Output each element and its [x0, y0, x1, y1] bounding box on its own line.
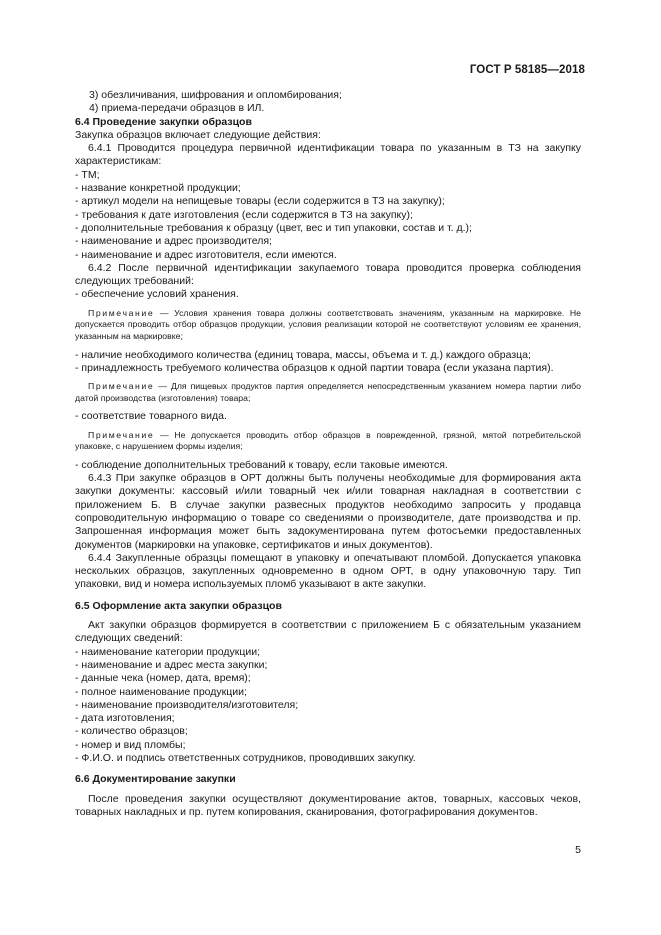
paragraph-6-4-2: 6.4.2 После первичной идентификации закупаемого товара проводится проверка соблюдения следующих требований: — [75, 261, 581, 288]
list-item: - соответствие товарного вида. — [75, 410, 227, 423]
list-item: - наименование производителя/изготовителя; — [75, 698, 299, 711]
note-label: Примечание — [88, 381, 155, 392]
section-6-5-heading: 6.5 Оформление акта закупки образцов — [75, 599, 282, 612]
note-label: Примечание — [88, 307, 155, 318]
list-item: - наличие необходимого количества (единиц товара, массы, объема и т. д.) каждого образца; — [75, 348, 531, 361]
list-item: - дата изготовления; — [75, 712, 175, 725]
list-item: - требования к дате изготовления (если содержится в ТЗ на закупку); — [75, 208, 413, 221]
paragraph-6-4-1: 6.4.1 Проводится процедура первичной идентификации товара по указанным в ТЗ на закупку характеристикам: — [75, 142, 581, 168]
list-item: - данные чека (номер, дата, время); — [75, 672, 251, 685]
list-item: - дополнительные требования к образцу (цвет, вес и тип упаковки, состав и т. д.); — [75, 221, 472, 234]
note-text: — Не допускается проводить отбор образцов в поврежденной, грязной, мятой потребительской упаковке, с нарушением формы изделия; — [75, 429, 581, 452]
top-line-3: 3) обезличивания, шифрования и опломбирования; — [89, 89, 342, 101]
document-header: ГОСТ Р 58185—2018 — [469, 64, 585, 76]
list-item: - Ф.И.О. и подпись ответственных сотрудников, проводивших закупку. — [75, 752, 416, 765]
note-packaging — [75, 430, 581, 453]
section-6-4-intro: Закупка образцов включает следующие действия: — [75, 128, 321, 141]
list-item: - наименование и адрес места закупки; — [75, 658, 268, 671]
document-body — [75, 89, 581, 819]
list-item: - наименование и адрес изготовителя, если имеются. — [75, 248, 337, 261]
list-item: - ТМ; — [75, 168, 100, 181]
note-text: — Условия хранения товара должны соответствовать значениям, указанным на маркировке. Не допускается проводить отбор образцов продукции, условия реализации которой не соответствуют условиям ее хранения, указанным на маркировке; — [75, 307, 581, 341]
list-item: - наименование категории продукции; — [75, 645, 260, 658]
note-storage — [75, 308, 581, 343]
note-text: — Для пищевых продуктов партия определяется непосредственным указанием номера партии либо датой производства (изготовления) товара; — [75, 381, 581, 403]
list-item: - номер и вид пломбы; — [75, 738, 186, 751]
paragraph-6-4-4: 6.4.4 Закупленные образцы помещают в упаковку и опечатывают пломбой. Допускается упаковка нескольких образцов, закупленных одновременно в одном ОРТ, в одну упаковочную тару. Тип упаковки, вид и номера используемых пломб указывают в акте закупки. — [75, 551, 581, 591]
list-item: - наименование и адрес производителя; — [75, 235, 272, 248]
list-item: - принадлежность требуемого количества образцов к одной партии товара (если указана партия). — [75, 361, 554, 374]
section-6-6-text: После проведения закупки осуществляют документирование актов, товарных, кассовых чеков, товарных накладных и пр. путем копирования, сканирования, фотографирования документов. — [75, 792, 581, 818]
section-6-6-heading: 6.6 Документирование закупки — [75, 773, 236, 786]
note-label: Примечание — [88, 429, 155, 440]
section-6-4-heading: 6.4 Проведение закупки образцов — [75, 115, 252, 128]
top-line-4: 4) приема-передачи образцов в ИЛ. — [89, 102, 265, 115]
list-item: - соблюдение дополнительных требований к товару, если таковые имеются. — [75, 458, 448, 471]
list-item: - название конкретной продукции; — [75, 182, 241, 195]
list-item: - количество образцов; — [75, 725, 188, 738]
paragraph-6-4-3: 6.4.3 При закупке образцов в ОРТ должны быть получены необходимые для формирования акта закупки документы: кассовый и/или товарный чек и/или товарная накладная в соответствии с приложением Б. В случае закупки развесных продуктов необходимо запросить у продавца сопроводительную информацию о товаре со сведениями о производителе, дате производства и пр. Запрошенная информация может быть задокументирована путем фотосъемки предоставленных документов (маркировки на упаковке, сертификатов и иных документов). — [75, 472, 581, 551]
page-number: 5 — [575, 844, 581, 856]
list-item: - обеспечение условий хранения. — [75, 288, 239, 301]
list-item: - артикул модели на непищевые товары (если содержится в ТЗ на закупку); — [75, 195, 445, 208]
list-item: - полное наименование продукции; — [75, 685, 247, 698]
note-batch — [75, 381, 581, 404]
section-6-5-intro: Акт закупки образцов формируется в соответствии с приложением Б с обязательным указанием следующих сведений: — [75, 619, 581, 645]
